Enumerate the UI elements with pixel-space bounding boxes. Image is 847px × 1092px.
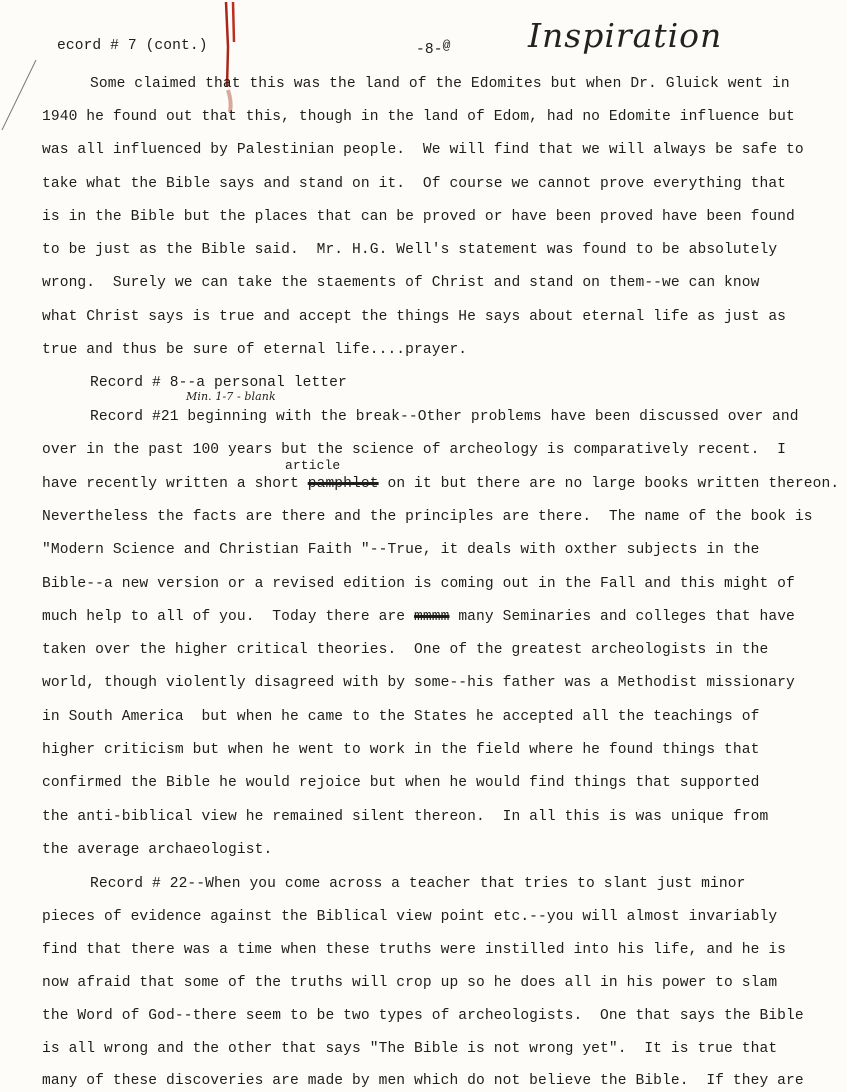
para1-line: take what the Bible says and stand on it. Of course we cannot prove everything that (42, 176, 787, 192)
para1-line: to be just as the Bible said. Mr. H.G. Well's statement was found to be absolutely (42, 242, 778, 258)
para1-line: what Christ says is true and accept the things He says about eternal life as just as (42, 309, 787, 325)
para1-line: wrong. Surely we can take the staements of Christ and stand on them--we can know (42, 275, 760, 291)
para1-line: true and thus be sure of eternal life....prayer. (42, 342, 468, 358)
record22-line: find that there was a time when these truths were instilled into his life, and he is (42, 942, 787, 958)
record21-line: taken over the higher critical theories. One of the greatest archeologists in the (42, 642, 769, 658)
para1-line: was all influenced by Palestinian people. We will find that we will always be safe to (42, 142, 804, 158)
struck-word: pamphlet (307, 476, 379, 492)
record21-line: world, though violently disagreed with by some--his father was a Methodist missionary (42, 675, 795, 691)
record21-line: much help to all of you. Today there are mmmm many Seminaries and colleges that have (42, 609, 795, 625)
handwritten-title: Inspiration (528, 16, 723, 55)
record22-line: is all wrong and the other that says "The Bible is not wrong yet". It is true that (42, 1041, 778, 1057)
para1-line: is in the Bible but the places that can be proved or have been proved have been found (42, 209, 795, 225)
record22-line: Record # 22--When you come across a teacher that tries to slant just minor (90, 876, 746, 892)
record21-line: confirmed the Bible he would rejoice but when he would find things that supported (42, 775, 760, 791)
record21-line: in South America but when he came to the States he accepted all the teachings of (42, 709, 760, 725)
page-mark: @ (442, 38, 451, 53)
record21-line: the average archaeologist. (42, 842, 273, 858)
record22-line: many of these discoveries are made by men which do not believe the Bible. If they are (42, 1073, 804, 1089)
record22-line: the Word of God--there seem to be two types of archeologists. One that says the Bible (42, 1008, 804, 1024)
handwritten-note: Min. 1-7 - blank (186, 390, 276, 403)
record22-line: pieces of evidence against the Biblical view point etc.--you will almost invariably (42, 909, 778, 925)
record-header: ecord # 7 (cont.) (57, 38, 208, 54)
inserted-word: article (285, 458, 341, 473)
record22-line: now afraid that some of the truths will crop up so he does all in his power to slam (42, 975, 778, 991)
record8-line: Record # 8--a personal letter (90, 375, 347, 391)
red-pencil-mark (222, 2, 240, 122)
record21-line: over in the past 100 years but the science of archeology is comparatively recent. I (42, 442, 787, 458)
record21-line: the anti-biblical view he remained silent thereon. In all this is was unique from (42, 809, 769, 825)
struck-word: mmmm (414, 609, 450, 625)
record21-line: Record #21 beginning with the break--Other problems have been discussed over and (90, 409, 799, 425)
record21-line: have recently written a short pamphlet on it but there are no large books written thereon. (42, 476, 840, 492)
para1-line: 1940 he found out that this, though in the land of Edom, had no Edomite influence but (42, 109, 795, 125)
record21-line: higher criticism but when he went to work in the field where he found things that (42, 742, 760, 758)
para1-line: Some claimed that this was the land of the Edomites but when Dr. Gluick went in (90, 76, 790, 92)
record21-line: "Modern Science and Christian Faith "--True, it deals with oxther subjects in the (42, 542, 760, 558)
folded-corner-mark (0, 60, 40, 160)
record21-line: Bible--a new version or a revised edition is coming out in the Fall and this might of (42, 576, 795, 592)
record21-line: Nevertheless the facts are there and the principles are there. The name of the book is (42, 509, 813, 525)
page-number: -8-@ (416, 38, 451, 58)
